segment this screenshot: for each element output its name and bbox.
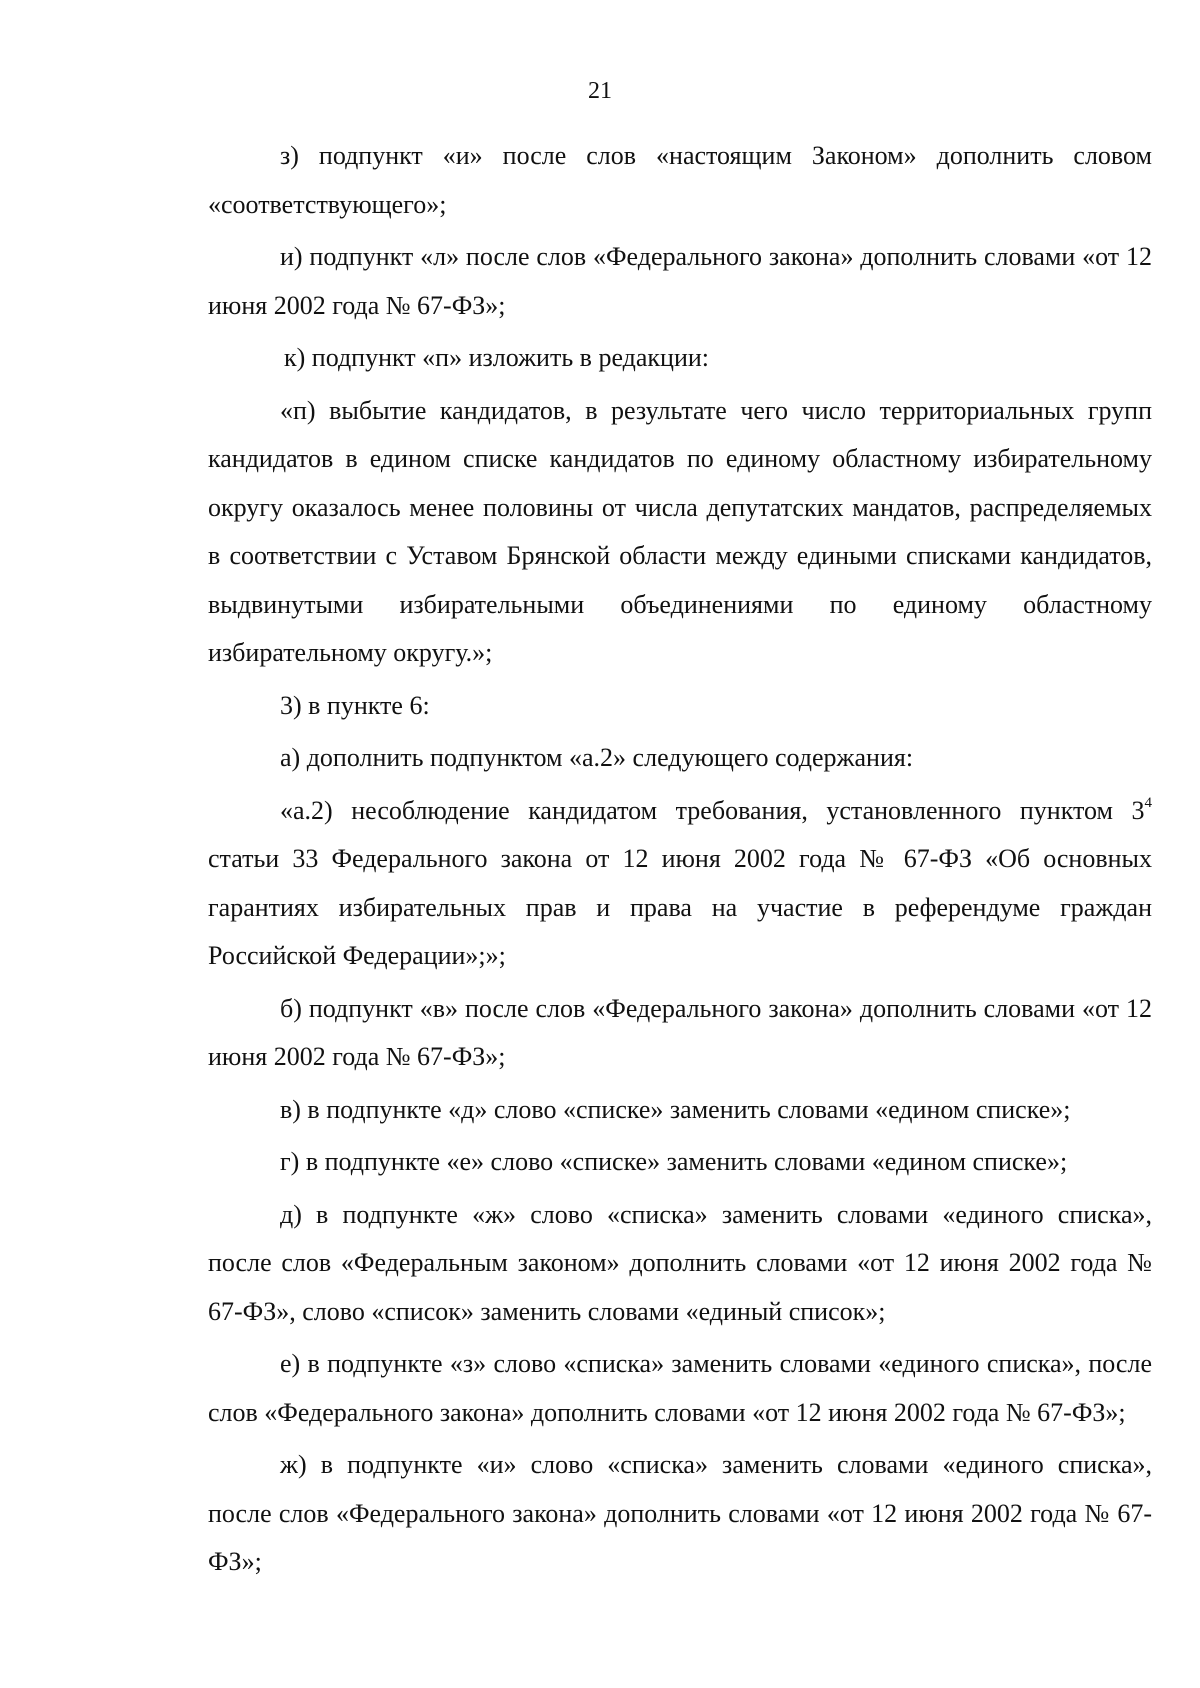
- paragraph-a2-text-before: «а.2) несоблюдение кандидатом требования, установленного пунктом 3: [280, 795, 1145, 825]
- paragraph-g: г) в подпункте «е» слово «списке» заменить словами «едином списке»;: [280, 1147, 1068, 1176]
- paragraph-zh: ж) в подпункте «и» слово «списка» заменить словами «единого списка», после слов «Федерального закона» дополнить словами «от 12 июня 2002 года № 67-ФЗ»;: [208, 1450, 1152, 1576]
- paragraph-b: б) подпункт «в» после слов «Федерального закона» дополнить словами «от 12 июня 2002 года № 67-ФЗ»;: [208, 993, 1152, 1071]
- paragraph-a2-text-after: статьи 33 Федерального закона от 12 июня 2002 года № 67-ФЗ «Об основных гарантиях избирательных прав и права на участие в референдуме граждан Российской Федерации»;»;: [208, 844, 1152, 970]
- paragraph-p-quote: «п) выбытие кандидатов, в результате чего число территориальных групп кандидатов в едином списке кандидатов по единому областному избирательному округу оказалось менее половины от числа депутатских мандатов, распределяемых в соответствии с Уставом Брянской области между едиными списками кандидатов, выдвинутыми избирательными объединениями по единому областному избирательному округу.»;: [208, 395, 1152, 667]
- paragraph-i: и) подпункт «л» после слов «Федерального закона» дополнить словами «от 12 июня 2002 года № 67-ФЗ»;: [208, 242, 1152, 320]
- paragraph-e: е) в подпункте «з» слово «списка» заменить словами «единого списка», после слов «Федерального закона» дополнить словами «от 12 июня 2002 года № 67-ФЗ»;: [208, 1349, 1152, 1427]
- document-body: [208, 132, 1152, 1591]
- paragraph-a2-quote: [208, 787, 1152, 985]
- page-number: 21: [588, 78, 612, 104]
- paragraph-v: в) в подпункте «д» слово «списке» заменить словами «едином списке»;: [280, 1094, 1071, 1124]
- paragraph-k: к) подпункт «п» изложить в редакции:: [284, 343, 710, 372]
- paragraph-a2-superscript: 4: [1144, 794, 1152, 811]
- paragraph-a: а) дополнить подпунктом «а.2» следующего содержания:: [280, 743, 914, 772]
- paragraph-z: з) подпункт «и» после слов «настоящим Законом» дополнить словом «соответствующего»;: [208, 141, 1152, 219]
- paragraph-d: д) в подпункте «ж» слово «списка» заменить словами «единого списка», после слов «Федеральным законом» дополнить словами «от 12 июня 2002 года № 67-ФЗ», слово «список» заменить словами «единый список»;: [208, 1199, 1152, 1326]
- paragraph-3-point-6: 3) в пункте 6:: [280, 690, 430, 720]
